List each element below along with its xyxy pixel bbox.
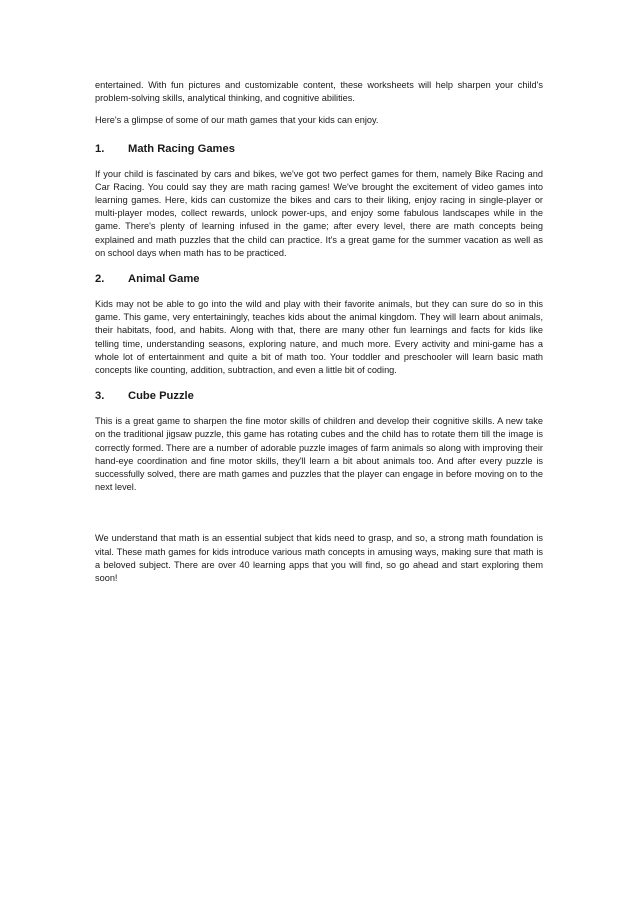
section-number: 2. (95, 273, 105, 286)
intro-paragraph: entertained. With fun pictures and customizable content, these worksheets will help sharpen your child's problem-solving skills, analytical thinking, and cognitive abilities. (95, 80, 543, 104)
section-number: 1. (95, 142, 105, 155)
section-heading-cube-puzzle (95, 389, 543, 403)
section-body-cube-puzzle: This is a great game to sharpen the fine motor skills of children and develop their cognitive skills. A new take on the traditional jigsaw puzzle, this game has rotating cubes and the child has to rotate them till the image is correctly formed. There are a number of adorable puzzle images of farm animals so along with improving their hand-eye coordination and fine motor skills, they'll learn a bit about animals too. And after every puzzle is successfully solved, there are math games and puzzles that the player can engage in before moving on to the next level. (95, 416, 543, 493)
section-body-animal-game: Kids may not be able to go into the wild and play with their favorite animals, but they can sure do so in this game. This game, very entertainingly, teaches kids about the animal kingdom. They will learn about animals, their habitats, food, and habits. Along with that, there are many other fun learnings and facts for kids like telling time, understanding seasons, exploring nature, and much more. Every activity and mini-game has a whole lot of entertainment and quite a bit of math too. Your toddler and preschooler will learn basic math concepts like counting, addition, subtraction, and even a little bit of coding. (95, 299, 543, 376)
section-title: Animal Game (128, 273, 200, 286)
section-heading-animal-game (95, 272, 543, 286)
section-heading-math-racing (95, 142, 543, 156)
section-number: 3. (95, 390, 105, 403)
section-title: Math Racing Games (128, 142, 235, 155)
closing-paragraph: We understand that math is an essential subject that kids need to grasp, and so, a strong math foundation is vital. These math games for kids introduce various math concepts in amusing ways, making sure that math is a beloved subject. There are over 40 learning apps that you will find, so go ahead and start exploring them soon! (95, 533, 543, 584)
glimpse-paragraph: Here's a glimpse of some of our math games that your kids can enjoy. (95, 115, 379, 126)
section-title: Cube Puzzle (128, 390, 194, 403)
document-page (95, 79, 543, 585)
section-body-math-racing: If your child is fascinated by cars and bikes, we've got two perfect games for them, namely Bike Racing and Car Racing. You could say they are math racing games! We've brought the excitement of video games into learning games. Here, kids can customize the bikes and cars to their liking, enjoy racing in single-player or multi-player modes, collect rewards, unlock power-ups, and enjoy some fabulous landscapes while in the game. There's plenty of learning infused in the game; after every level, there are math concepts being explained and math puzzles that the child can practice. It's a great game for the summer vacation as well as on school days when math has to be practiced. (95, 168, 543, 258)
